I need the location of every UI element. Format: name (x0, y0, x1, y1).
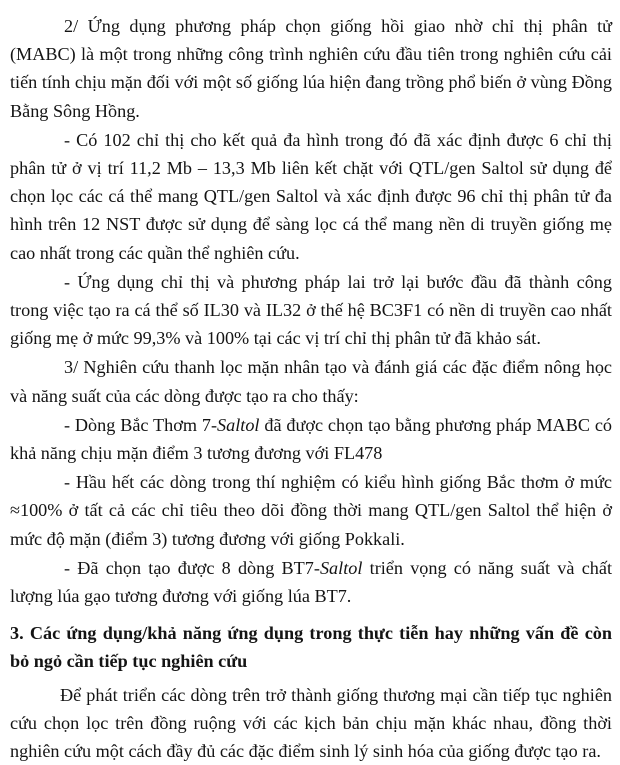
paragraph-future-research: Để phát triển các dòng trên trở thành giống thương mại cần tiếp tục nghiên cứu chọn lọc trên đồng ruộng với các kịch bản chịu mặn khác nhau, đồng thời nghiên cứu một cách đầy đủ các đặc điểm sinh lý sinh hóa của giống được tạo ra. (10, 684, 612, 762)
paragraph-eight-lines (10, 554, 612, 610)
paragraph-backcross-results: - Ứng dụng chỉ thị và phương pháp lai trở lại bước đầu đã thành công trong việc tạo ra cá thể số IL30 và IL32 ở thế hệ BC3F1 có nền di truyền cao nhất giống mẹ ở mức 99,3% và 100% tại các vị trí chỉ thị phân tử đã khảo sát. (10, 271, 612, 349)
italic-saltol: Saltol (319, 557, 363, 578)
text-segment: triển vọng có năng suất và chất lượng lúa gạo tương đương với giống lúa BT7. (10, 557, 612, 607)
text-segment: - Đã chọn tạo được 8 dòng BT7- (64, 557, 320, 578)
paragraph-mabc-application: 2/ Ứng dụng phương pháp chọn giống hồi giao nhờ chỉ thị phân tử (MABC) là một trong những công trình nghiên cứu đầu tiên trong nghiên cứu cải tiến tính chịu mặn đối với một số giống lúa hiện đang trồng phổ biến ở vùng Đồng Bằng Sông Hồng. (10, 16, 612, 121)
paragraph-phenotype-lines: - Hầu hết các dòng trong thí nghiệm có kiểu hình giống Bắc thơm ở mức ≈100% ở tất cả các chỉ tiêu theo dõi đồng thời mang QTL/gen Saltol thể hiện ở mức độ mặn (điểm 3) tương đương với giống Pokkali. (10, 472, 612, 549)
text-segment: đã được chọn tạo bằng phương pháp MABC có khả năng chịu mặn điểm 3 tương đương với FL478 (10, 414, 612, 464)
paragraph-polymorphic-markers: - Có 102 chỉ thị cho kết quả đa hình trong đó đã xác định được 6 chỉ thị phân tử ở vị trí 11,2 Mb – 13,3 Mb liên kết chặt với QTL/gen Saltol sử dụng để chọn lọc các cá thể mang QTL/gen Saltol và xác định được 96 chỉ thị phân tử đa hình trên 12 NST được sử dụng để sàng lọc cá thể mang nền di truyền giống mẹ cao nhất trong các quần thể nghiên cứu. (10, 129, 612, 263)
paragraph-bt7-saltol-line (10, 411, 612, 467)
italic-saltol: Saltol (217, 414, 260, 435)
section-heading: 3. Các ứng dụng/khả năng ứng dụng trong thực tiễn hay những vấn đề còn bỏ ngỏ cần tiếp tục nghiên cứu (10, 623, 612, 672)
text-segment: - Dòng Bắc Thơm 7- (64, 414, 218, 435)
paragraph-salinity-screening: 3/ Nghiên cứu thanh lọc mặn nhân tạo và đánh giá các đặc điểm nông học và năng suất của các dòng được tạo ra cho thấy: (10, 357, 612, 406)
